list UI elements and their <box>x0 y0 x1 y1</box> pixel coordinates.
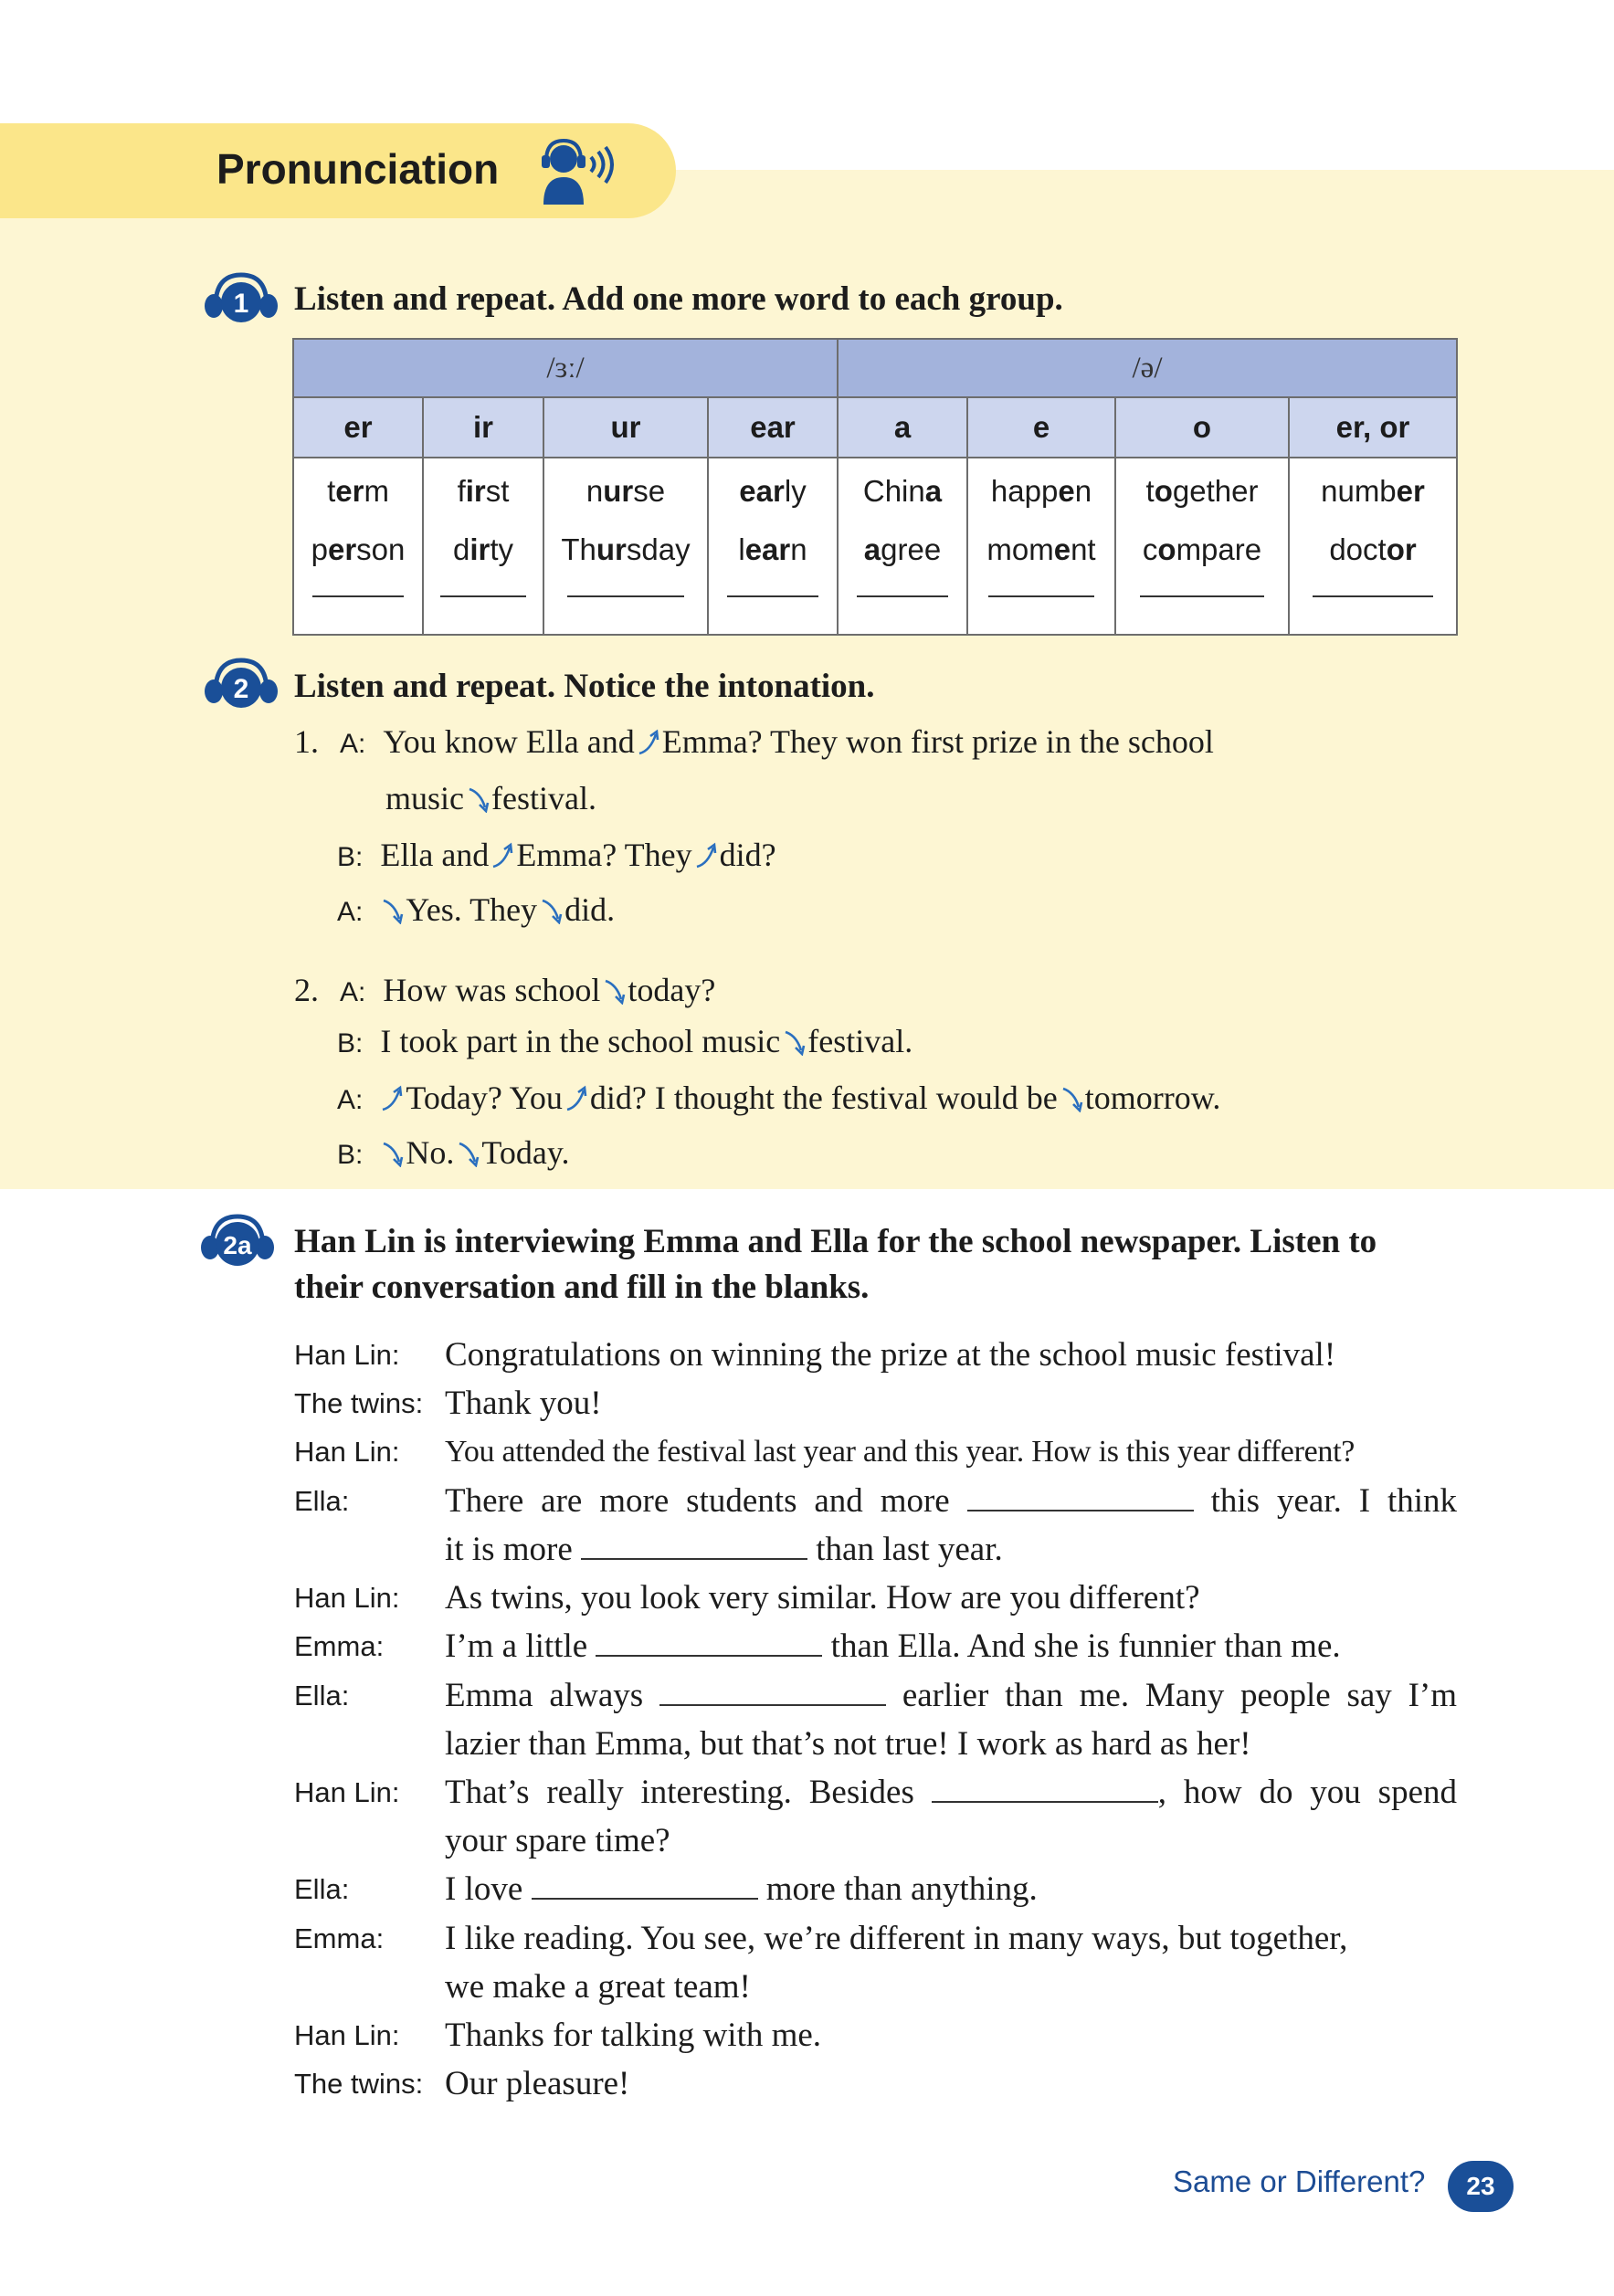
word-part: Chin <box>862 474 925 508</box>
speaker: B: <box>337 842 364 872</box>
dialogue-text: I took part in the school music <box>380 1023 781 1059</box>
word-part: se <box>633 474 666 508</box>
dialogue-text: Emma? They <box>516 837 692 873</box>
word-part: n <box>790 532 807 566</box>
interview-line: As twins, you look very similar. How are you different? <box>445 1579 1200 1617</box>
interview-line: your spare time? <box>445 1822 670 1859</box>
word-cell <box>838 458 967 635</box>
spelling-header: ear <box>708 397 838 458</box>
dialogue-text: did? <box>719 837 776 873</box>
answer-blank[interactable] <box>967 1479 1194 1511</box>
dialogue-1-line-3 <box>337 833 776 879</box>
interview-line: I like reading. You see, we’re different in many ways, but together, <box>445 1920 1348 1957</box>
speaker-label: The twins: <box>294 2068 424 2100</box>
speaker: B: <box>337 1140 364 1170</box>
answer-blank[interactable] <box>312 595 405 597</box>
word-part: f <box>457 474 466 508</box>
highlighted-letters: e <box>1053 532 1071 566</box>
word-part: Th <box>561 532 596 566</box>
spelling-header: e <box>967 397 1115 458</box>
exercise-1-instruction: Listen and repeat. Add one more word to each group. <box>294 280 1063 318</box>
spelling-header: ir <box>423 397 543 458</box>
word-cell <box>1289 458 1457 635</box>
dialogue-text: music <box>385 780 464 816</box>
word-part: m <box>364 474 389 508</box>
word-part: sday <box>626 532 691 566</box>
answer-blank[interactable] <box>1313 595 1432 597</box>
speaker-label: Han Lin: <box>294 1776 400 1808</box>
rising-intonation-arrow-icon <box>637 729 660 756</box>
speaker: A: <box>337 1085 364 1115</box>
dialogue-text: did? I thought the festival would be <box>589 1080 1058 1116</box>
answer-blank[interactable] <box>581 1527 807 1560</box>
highlighted-letters: o <box>1157 532 1176 566</box>
highlighted-letters: o <box>1154 474 1173 508</box>
word-part: l <box>738 532 745 566</box>
word-cell <box>1115 458 1289 635</box>
word-part: mom <box>986 532 1054 566</box>
speaker: A: <box>340 977 366 1007</box>
speaker: B: <box>337 1028 364 1058</box>
interview-line: Congratulations on winning the prize at the school music festival! <box>445 1336 1336 1374</box>
highlighted-letters: or <box>1386 532 1417 566</box>
interview-line <box>445 1768 1457 1817</box>
highlighted-letters: er <box>335 474 364 508</box>
highlighted-letters: ear <box>744 532 791 566</box>
interview-line: You attended the festival last year and this year. How is this year different? <box>445 1435 1356 1469</box>
word-cell <box>543 458 708 635</box>
falling-intonation-arrow-icon <box>602 977 626 1005</box>
falling-intonation-arrow-icon <box>380 897 404 924</box>
highlighted-letters: ur <box>603 474 634 508</box>
line-text: earlier than me. Many people say I’m <box>902 1677 1458 1714</box>
sound-header: /ɜː/ <box>293 339 838 397</box>
exercise-2a-instruction: Han Lin is interviewing Emma and Ella for the school newspaper. Listen to <box>294 1223 1377 1260</box>
spelling-header: o <box>1115 397 1289 458</box>
line-text: , how do you spend <box>1157 1774 1458 1811</box>
highlighted-letters: ir <box>465 474 486 508</box>
dialogue-text: today? <box>628 972 716 1008</box>
speaker-label: Han Lin: <box>294 1436 400 1468</box>
interview-line: Our pleasure! <box>445 2065 630 2102</box>
headphones-badge-icon <box>203 655 280 713</box>
falling-intonation-arrow-icon <box>466 785 490 813</box>
falling-intonation-arrow-icon <box>539 897 563 924</box>
speaker-label: Han Lin: <box>294 1582 400 1614</box>
answer-blank[interactable] <box>857 595 949 597</box>
example-word <box>294 462 422 521</box>
word-part: c <box>1142 532 1158 566</box>
word-part: nt <box>1071 532 1096 566</box>
interview-line: Thank you! <box>445 1385 602 1422</box>
line-text: There are more students and more <box>445 1482 950 1520</box>
dialogue-text: You know Ella and <box>383 723 635 760</box>
speaker-label: Ella: <box>294 1680 350 1711</box>
word-part: p <box>311 532 328 566</box>
dialogue-2-line-4 <box>337 1131 569 1177</box>
example-word <box>709 521 837 579</box>
word-part: n <box>585 474 604 508</box>
word-part: happ <box>990 474 1059 508</box>
answer-blank[interactable] <box>988 595 1093 597</box>
answer-blank[interactable] <box>932 1770 1158 1803</box>
example-word <box>839 521 966 579</box>
word-part: gether <box>1172 474 1259 508</box>
dialogue-2-line-2 <box>337 1019 912 1066</box>
rising-intonation-arrow-icon <box>380 1085 404 1112</box>
interview-line <box>445 1865 1038 1913</box>
answer-blank[interactable] <box>567 595 684 597</box>
example-word <box>544 521 707 579</box>
speaker: A: <box>337 897 364 927</box>
answer-blank[interactable] <box>727 595 819 597</box>
word-part: numb <box>1321 474 1397 508</box>
example-word <box>1116 521 1288 579</box>
line-text: than last year. <box>816 1531 1003 1568</box>
dialogue-text: Yes. They <box>406 891 538 928</box>
spelling-header: ur <box>543 397 708 458</box>
unit-title: Same or Different? <box>1173 2164 1426 2198</box>
speaker-label: The twins: <box>294 1387 424 1419</box>
speaker-label: Han Lin: <box>294 2019 400 2051</box>
line-text: than Ella. And she is funnier than me. <box>830 1627 1341 1665</box>
pronunciation-table <box>292 338 1458 636</box>
speaker-label: Emma: <box>294 1630 385 1662</box>
rising-intonation-arrow-icon <box>491 842 514 869</box>
rising-intonation-arrow-icon <box>564 1085 588 1112</box>
example-word <box>709 462 837 521</box>
dialogue-number: 1. <box>294 723 319 760</box>
dialogue-1-line-2 <box>385 776 596 820</box>
example-word <box>839 462 966 521</box>
answer-blank[interactable] <box>1140 595 1263 597</box>
speaker-label: Ella: <box>294 1873 350 1905</box>
highlighted-letters: a <box>863 532 881 566</box>
line-text: Emma always <box>445 1677 644 1714</box>
example-word <box>544 462 707 521</box>
speaker-label: Han Lin: <box>294 1339 400 1371</box>
page-number: 23 <box>1448 2161 1514 2212</box>
highlighted-letters: ir <box>469 532 491 566</box>
word-part: doct <box>1329 532 1387 566</box>
word-part: st <box>485 474 510 508</box>
highlighted-letters: a <box>924 474 943 508</box>
rising-intonation-arrow-icon <box>694 842 718 869</box>
spelling-header: er, or <box>1289 397 1457 458</box>
word-part: ly <box>784 474 807 508</box>
dialogue-text: Ella and <box>380 837 490 873</box>
line-text: more than anything. <box>765 1870 1038 1908</box>
example-word <box>1290 521 1456 579</box>
speaker: A: <box>340 729 366 759</box>
word-part: ty <box>490 532 514 566</box>
spelling-header: er <box>293 397 423 458</box>
dialogue-2-line-3 <box>337 1076 1220 1122</box>
example-word <box>968 521 1114 579</box>
word-cell <box>293 458 423 635</box>
section-title: Pronunciation <box>216 145 500 193</box>
falling-intonation-arrow-icon <box>1060 1085 1083 1112</box>
interview-line: we make a great team! <box>445 1968 751 2006</box>
spelling-header: a <box>838 397 967 458</box>
example-word <box>424 521 543 579</box>
example-word <box>968 462 1114 521</box>
speaker-label: Emma: <box>294 1922 385 1954</box>
word-part: gree <box>881 532 942 566</box>
dialogue-text: festival. <box>807 1023 913 1059</box>
highlighted-letters: er <box>327 532 357 566</box>
word-part: son <box>356 532 406 566</box>
speaker-label: Ella: <box>294 1485 350 1517</box>
falling-intonation-arrow-icon <box>380 1140 404 1167</box>
interview-line <box>445 1477 1457 1525</box>
answer-blank[interactable] <box>440 595 526 597</box>
exercise-number: 1 <box>233 289 249 319</box>
highlighted-letters: e <box>1058 474 1075 508</box>
falling-intonation-arrow-icon <box>456 1140 480 1167</box>
word-part: n <box>1074 474 1092 508</box>
dialogue-text: festival. <box>491 780 596 816</box>
highlighted-letters: ear <box>739 474 785 508</box>
interview-line: Thanks for talking with me. <box>445 2017 822 2054</box>
highlighted-letters: er <box>1396 474 1425 508</box>
dialogue-1-line-1 <box>294 720 1214 766</box>
exercise-number: 2 <box>233 674 249 704</box>
dialogue-text: How was school <box>383 972 601 1008</box>
answer-blank[interactable] <box>532 1867 758 1900</box>
interview-line <box>445 1525 1003 1574</box>
answer-blank[interactable] <box>596 1624 822 1657</box>
word-part: d <box>452 532 470 566</box>
word-cell <box>967 458 1115 635</box>
line-text: That’s really interesting. Besides <box>445 1774 914 1811</box>
word-cell <box>423 458 543 635</box>
interview-line <box>445 1622 1341 1670</box>
interview-line <box>445 1671 1457 1720</box>
dialogue-text: Today. <box>481 1134 570 1171</box>
headphones-badge-icon <box>199 1211 276 1269</box>
exercise-2-instruction: Listen and repeat. Notice the intonation. <box>294 668 875 705</box>
exercise-2a-instruction: their conversation and fill in the blanks. <box>294 1269 870 1306</box>
word-part: t <box>327 474 336 508</box>
word-part: t <box>1145 474 1155 508</box>
word-row <box>293 458 1457 635</box>
dialogue-text: did. <box>564 891 616 928</box>
word-cell <box>708 458 838 635</box>
answer-blank[interactable] <box>659 1673 886 1706</box>
headphones-badge-icon <box>203 269 280 328</box>
example-word <box>294 521 422 579</box>
dialogue-text: Emma? They won first prize in the school <box>661 723 1214 760</box>
listening-headset-icon <box>534 137 617 206</box>
dialogue-1-line-4 <box>337 888 615 934</box>
line-text: I’m a little <box>445 1627 588 1665</box>
exercise-number: 2a <box>223 1231 252 1259</box>
line-text: it is more <box>445 1531 573 1568</box>
example-word <box>424 462 543 521</box>
dialogue-2-line-1 <box>294 968 715 1015</box>
dialogue-text: tomorrow. <box>1084 1080 1221 1116</box>
falling-intonation-arrow-icon <box>782 1028 806 1056</box>
sound-header: /ə/ <box>838 339 1457 397</box>
example-word <box>1116 462 1288 521</box>
word-part: mpare <box>1176 532 1262 566</box>
example-word <box>1290 462 1456 521</box>
interview-line: lazier than Emma, but that’s not true! I work as hard as her! <box>445 1725 1251 1763</box>
line-text: this year. I think <box>1210 1482 1458 1520</box>
dialogue-text: No. <box>406 1134 455 1171</box>
dialogue-number: 2. <box>294 972 319 1008</box>
line-text: I love <box>445 1870 523 1908</box>
highlighted-letters: ur <box>596 532 627 566</box>
dialogue-text: Today? You <box>406 1080 563 1116</box>
